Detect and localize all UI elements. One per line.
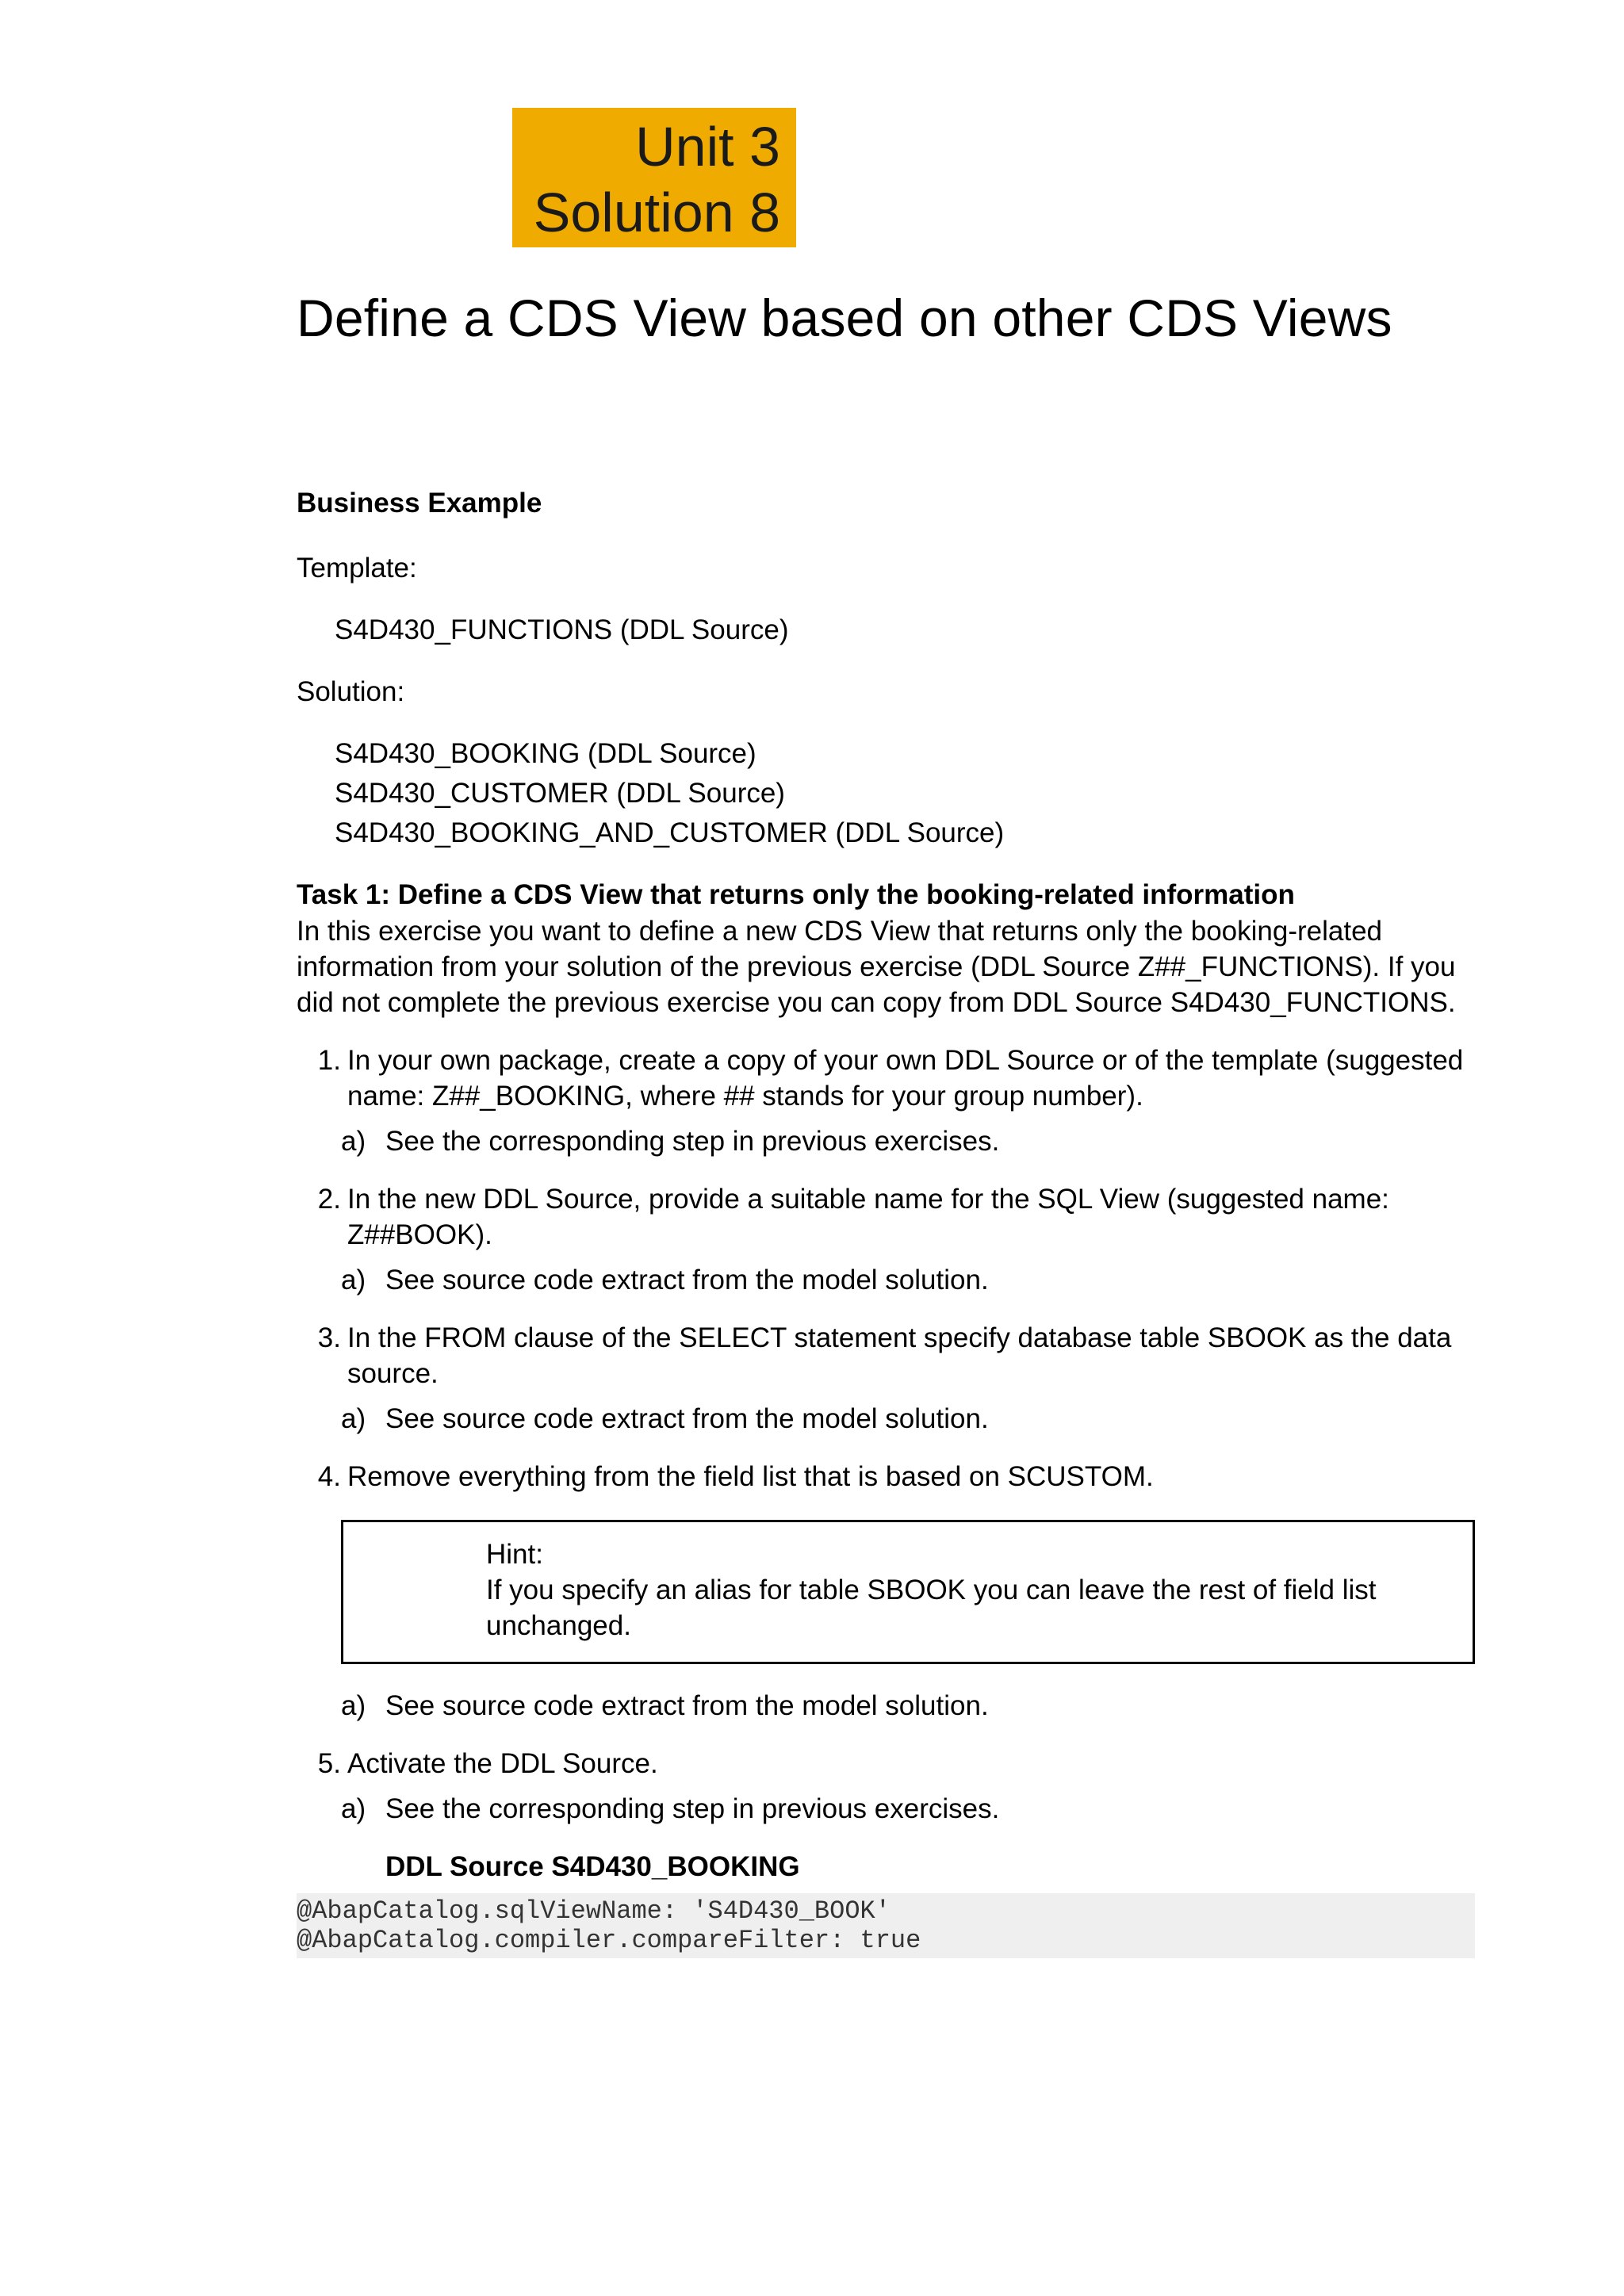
template-list xyxy=(335,610,1475,650)
step-1-substep xyxy=(341,1123,1475,1159)
substep-text: See the corresponding step in previous exercises. xyxy=(385,1126,1000,1157)
hint-box xyxy=(341,1520,1475,1664)
task-intro: In this exercise you want to define a new CDS View that returns only the booking-related information from your solution of the previous exercise (DDL Source Z##_FUNCTIONS). If you did not complete the previous exercise you can copy from DDL Source S4D430_FUNCTIONS. xyxy=(297,916,1456,1018)
substep-letter: a) xyxy=(341,1126,366,1157)
code-line: @AbapCatalog.sqlViewName: 'S4D430_BOOK' xyxy=(297,1896,891,1926)
step-number: 5. xyxy=(317,1748,341,1779)
unit-badge xyxy=(512,108,796,247)
step-5 xyxy=(297,1746,1475,1781)
step-number: 2. xyxy=(317,1184,341,1215)
business-example-heading: Business Example xyxy=(297,488,542,519)
solution-number: Solution 8 xyxy=(533,182,780,243)
step-text: In your own package, create a copy of your own DDL Source or of the template (suggested name: Z##_BOOKING, where ## stands for your group number). xyxy=(347,1045,1464,1112)
substep-text: See source code extract from the model solution. xyxy=(385,1265,989,1295)
code-line: @AbapCatalog.compiler.compareFilter: true xyxy=(297,1926,921,1955)
step-4-substep xyxy=(341,1688,1475,1724)
substep-text: See the corresponding step in previous exercises. xyxy=(385,1793,1000,1824)
task-heading: Task 1: Define a CDS View that returns only the booking-related information xyxy=(297,879,1295,910)
solution-item: S4D430_CUSTOMER (DDL Source) xyxy=(335,778,785,809)
substep-letter: a) xyxy=(341,1690,366,1721)
template-item: S4D430_FUNCTIONS (DDL Source) xyxy=(335,614,789,645)
solution-list xyxy=(335,734,1475,853)
step-3-substep xyxy=(341,1401,1475,1437)
step-2-substep xyxy=(341,1262,1475,1298)
step-text: Remove everything from the field list that is based on SCUSTOM. xyxy=(347,1461,1154,1492)
step-1 xyxy=(297,1043,1475,1114)
code-block xyxy=(297,1893,1475,1958)
substep-letter: a) xyxy=(341,1793,366,1824)
step-text: Activate the DDL Source. xyxy=(347,1748,658,1779)
step-text: In the FROM clause of the SELECT statement specify database table SBOOK as the data source. xyxy=(347,1322,1452,1389)
step-number: 1. xyxy=(317,1045,341,1076)
substep-text: See source code extract from the model solution. xyxy=(385,1403,989,1434)
step-5-substep xyxy=(341,1791,1475,1827)
solution-label: Solution: xyxy=(297,676,405,707)
hint-text: If you specify an alias for table SBOOK you can leave the rest of field list unchanged. xyxy=(486,1575,1377,1641)
substep-text: See source code extract from the model solution. xyxy=(385,1690,989,1721)
code-title: DDL Source S4D430_BOOKING xyxy=(385,1851,800,1882)
template-label: Template: xyxy=(297,553,417,584)
step-text: In the new DDL Source, provide a suitable name for the SQL View (suggested name: Z##BOOK). xyxy=(347,1184,1389,1250)
substep-letter: a) xyxy=(341,1403,366,1434)
solution-item: S4D430_BOOKING_AND_CUSTOMER (DDL Source) xyxy=(335,817,1005,848)
hint-label: Hint: xyxy=(486,1539,543,1570)
step-number: 3. xyxy=(317,1322,341,1353)
step-2 xyxy=(297,1181,1475,1253)
unit-number: Unit 3 xyxy=(635,116,780,178)
step-3 xyxy=(297,1320,1475,1391)
page-title: Define a CDS View based on other CDS Views xyxy=(297,289,1392,347)
step-4 xyxy=(297,1459,1475,1494)
substep-letter: a) xyxy=(341,1265,366,1295)
document-body xyxy=(297,485,1475,1958)
step-number: 4. xyxy=(317,1461,341,1492)
solution-item: S4D430_BOOKING (DDL Source) xyxy=(335,738,756,769)
